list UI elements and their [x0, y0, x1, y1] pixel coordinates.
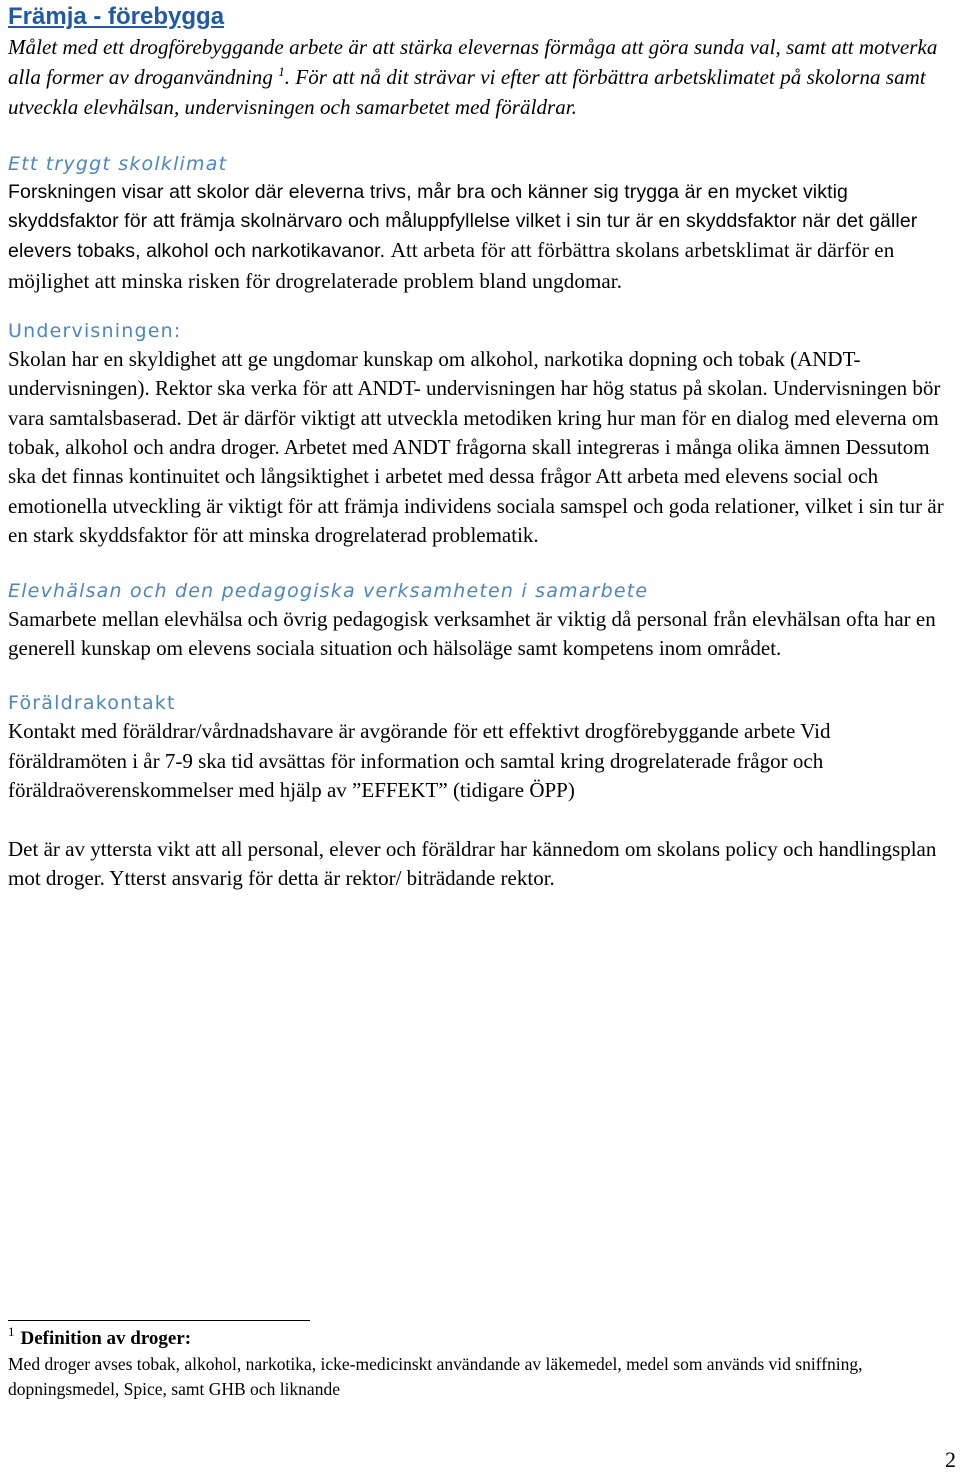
- section-body-parent-contact: Kontakt med föräldrar/vårdnadshavare är avgörande för ett effektivt drogförebyggande arbete Vid föräldramöten i år 7-9 ska tid avsättas för information och samtal kring drogrelaterade frågor och föräldraöverenskommelser med hjälp av ”EFFEKT” (tidigare ÖPP): [8, 719, 831, 803]
- section-body-student-health: Samarbete mellan elevhälsa och övrig pedagogisk verksamhet är viktig då personal från elevhälsan ofta har en generell kunskap om elevens sociala situation och hälsoläge samt kompetens inom området.: [8, 606, 936, 661]
- section-body-teaching: Skolan har en skyldighet att ge ungdomar kunskap om alkohol, narkotika dopning och tobak (ANDT- undervisningen). Rektor ska verka för att ANDT- undervisningen har hög status på skolan. Undervisningen bör vara samtalsbaserad. Det är därför viktigt att utveckla metodiken kring hur man för en dialog med eleverna om tobak, alkohol och andra droger. Arbetet med ANDT frågorna skall integreras i många olika ämnen Dessutom ska det finnas kontinuitet och långsiktighet i arbetet med dessa frågor Att arbeta med elevens social och emotionella utveckling är viktigt för att främja individens sociala samspel och goda relationer, vilket i sin tur är en stark skyddsfaktor för att minska drogrelaterad problematik.: [8, 346, 944, 548]
- section-heading-student-health: Elevhälsan och den pedagogiska verksamheten i samarbete: [8, 579, 649, 602]
- intro-paragraph: [8, 32, 954, 122]
- intro-text-end: . För att nå dit strävar vi efter att förbättra arbetsklimatet på skolorna samt utveckla elevhälsan, undervisningen och samarbetet med föräldrar.: [8, 65, 926, 119]
- school-climate-text-serif: Att arbeta för att förbättra skolans arbetsklimat är därför en möjlighet att minska risken för drogrelaterade problem bland ungdomar.: [8, 238, 895, 293]
- footnote-heading-line: [8, 1324, 954, 1350]
- footnote-separator: [8, 1320, 310, 1321]
- school-climate-text-sans: Forskningen visar att skolor där eleverna trivs, mår bra och känner sig trygga är en mycket viktig skyddsfaktor för att främja skolnärvaro och måluppfyllelse vilket i sin tur är en skyddsfaktor när det gäller elevers tobaks, alkohol och narkotikavanor.: [8, 181, 918, 263]
- closing-paragraph: Det är av yttersta vikt att all personal, elever och föräldrar har kännedom om skolans policy och handlingsplan mot droger. Ytterst ansvarig för detta är rektor/ biträdande rektor.: [8, 836, 937, 891]
- page-title: Främja - förebygga: [8, 3, 225, 30]
- footnote-text: Med droger avses tobak, alkohol, narkotika, icke-medicinskt användande av läkemedel, medel som används vid sniffning, dopningsmedel, Spice, samt GHB och liknande: [8, 1354, 863, 1399]
- footnote-reference: 1: [278, 64, 285, 79]
- footnote-heading: Definition av droger:: [20, 1328, 192, 1349]
- section-body-school-climate: [8, 178, 954, 297]
- section-heading-school-climate: Ett tryggt skolklimat: [8, 153, 228, 175]
- section-heading-parent-contact: Föräldrakontakt: [8, 692, 176, 715]
- footnote-marker: 1: [8, 1324, 15, 1339]
- section-heading-teaching: Undervisningen:: [8, 319, 182, 342]
- footnote: [8, 1324, 954, 1402]
- intro-text-start: Målet med ett drogförebyggande arbete är att stärka elevernas förmåga att göra sunda val, samt att motverka alla former av droganvändning: [8, 35, 938, 89]
- document-page: [8, 0, 954, 894]
- page-number: 2: [945, 1447, 956, 1472]
